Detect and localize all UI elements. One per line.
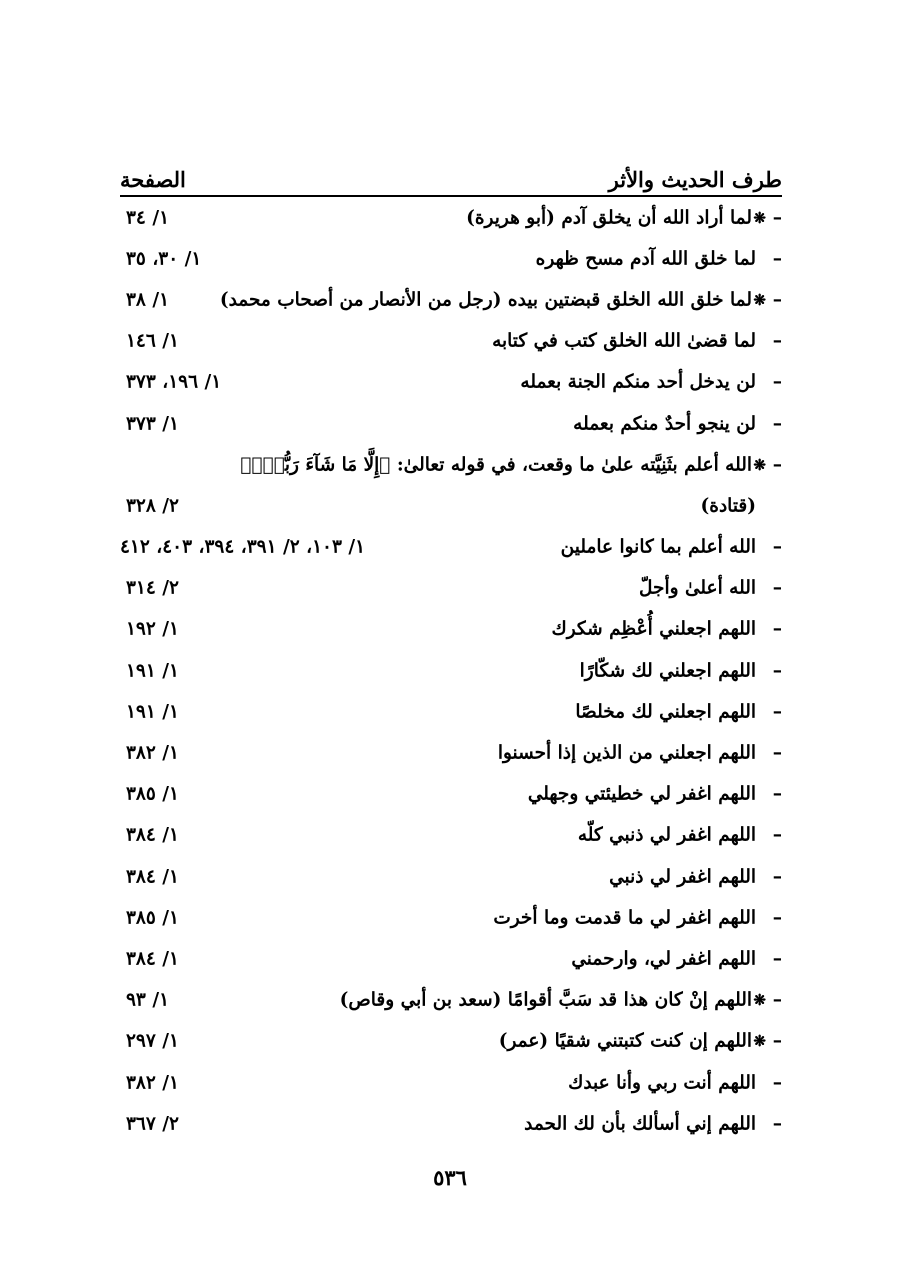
entry-dash: – <box>772 824 782 846</box>
entry-dash: – <box>772 577 782 599</box>
entry-dash: – <box>772 783 782 805</box>
entry-page-ref: ١/ ٢٩٧ <box>126 1030 179 1052</box>
entry-text: اللهم اغفر لي ما قدمت وما أخرت <box>493 907 756 929</box>
entry-dash: – <box>772 330 782 352</box>
entry-page-ref: ١/ ٣٤ <box>126 207 170 229</box>
entry-page-ref: ١/ ٣٨٤ <box>126 948 179 970</box>
index-entry <box>120 1021 782 1062</box>
entry-text: الله أعلىٰ وأجلّ <box>639 577 756 599</box>
entry-page-ref: ١/ ٣٨٥ <box>126 907 179 929</box>
entry-dash: – <box>772 1030 782 1052</box>
entry-dash: – <box>772 866 782 888</box>
index-entry <box>120 609 782 650</box>
athar-star-icon: ❋ <box>753 991 766 1010</box>
entry-dash: – <box>772 289 782 311</box>
entry-dash: – <box>772 207 782 229</box>
index-entry <box>120 1062 782 1103</box>
entry-dash: – <box>772 701 782 723</box>
entry-page-ref: ١/ ١٩١ <box>126 701 179 723</box>
entry-page-ref: ٢/ ٣٦٧ <box>126 1113 179 1135</box>
entry-page-ref: ١/ ٣٠، ٣٥ <box>126 248 202 270</box>
index-entry <box>120 197 782 238</box>
entry-text: اللهم إني أسألك بأن لك الحمد <box>524 1113 756 1135</box>
entry-dash: – <box>772 618 782 640</box>
index-entry <box>120 815 782 856</box>
entry-text: لما قضىٰ الله الخلق كتب في كتابه <box>492 330 756 352</box>
header-title-page: الصفحة <box>120 167 186 192</box>
index-entry <box>120 650 782 691</box>
entry-text: اللهم اجعلني أُعْظِم شكرك <box>551 618 756 640</box>
entry-page-ref: ١/ ١٤٦ <box>126 330 179 352</box>
index-entry <box>120 238 782 279</box>
index-entry <box>120 321 782 362</box>
entry-page-ref: ١/ ٣٨٥ <box>126 783 179 805</box>
athar-star-icon: ❋ <box>753 208 766 227</box>
entry-page-ref: ١/ ٣٨ <box>126 289 170 311</box>
index-entry <box>120 691 782 732</box>
index-entry <box>120 938 782 979</box>
entry-text: اللهم اغفر لي ذنبي <box>609 866 756 888</box>
entry-page-ref: ٢/ ٣١٤ <box>126 577 179 599</box>
entry-dash: – <box>772 907 782 929</box>
entry-page-ref: ١/ ٣٨٢ <box>126 1072 179 1094</box>
entry-text: لما خلق الله الخلق قبضتين بيده (رجل من الأنصار من أصحاب محمد) <box>219 289 752 311</box>
entry-page-ref: ١/ ٣٨٢ <box>126 742 179 764</box>
index-entry <box>120 403 782 444</box>
index-header <box>120 152 782 192</box>
entry-page-ref: ١/ ٣٨٤ <box>126 824 179 846</box>
entry-dash: – <box>772 742 782 764</box>
entry-dash: – <box>772 1072 782 1094</box>
entry-text: لن ينجو أحدٌ منكم بعمله <box>573 413 756 435</box>
entry-dash: – <box>772 948 782 970</box>
entry-text: لما خلق الله آدم مسح ظهره <box>535 248 756 270</box>
entry-dash: – <box>772 989 782 1011</box>
index-entry <box>120 362 782 403</box>
index-entry <box>120 1103 782 1144</box>
index-entry <box>120 279 782 320</box>
entry-page-ref: ١/ ١٩٦، ٣٧٣ <box>126 371 222 393</box>
entry-text: اللهم اجعلني لك شكّارًا <box>579 660 756 682</box>
index-entry <box>120 568 782 609</box>
entry-text: اللهم اجعلني من الذين إذا أحسنوا <box>497 742 756 764</box>
entry-text: لن يدخل أحد منكم الجنة بعمله <box>520 371 756 393</box>
entry-text: اللهم إنْ كان هذا قد سَبَّ أقوامًا (سعد بن أبي وقاص) <box>339 989 752 1011</box>
index-entry <box>120 732 782 773</box>
entry-text: اللهم أنت ربي وأنا عبدك <box>568 1072 756 1094</box>
entry-dash: – <box>772 371 782 393</box>
entry-text: لما أراد الله أن يخلق آدم (أبو هريرة) <box>466 207 752 229</box>
entry-text: الله أعلم بما كانوا عاملين <box>560 536 756 558</box>
entry-page-ref: ١/ ١٩١ <box>126 660 179 682</box>
index-entry <box>120 856 782 897</box>
entry-dash: – <box>772 660 782 682</box>
entry-page-ref: ١/ ١٩٢ <box>126 618 179 640</box>
entry-text: اللهم اغفر لي، وارحمني <box>571 948 756 970</box>
index-entry <box>120 485 782 526</box>
athar-star-icon: ❋ <box>753 1032 766 1051</box>
entry-page-ref: ١/ ١٠٣، ٢/ ٣٩١، ٣٩٤، ٤٠٣، ٤١٢ <box>120 536 366 558</box>
athar-star-icon: ❋ <box>753 455 766 474</box>
entry-text: (قتادة) <box>700 495 756 517</box>
entry-dash: – <box>772 248 782 270</box>
index-entry <box>120 774 782 815</box>
index-page <box>120 152 782 1144</box>
entry-dash: – <box>772 536 782 558</box>
entry-page-ref: ١/ ٣٨٤ <box>126 866 179 888</box>
entry-dash: – <box>772 413 782 435</box>
entry-text: اللهم اجعلني لك مخلصًا <box>575 701 756 723</box>
entry-page-ref: ٢/ ٣٢٨ <box>126 495 179 517</box>
index-entry <box>120 897 782 938</box>
index-entries <box>120 197 782 1144</box>
entry-dash: – <box>772 454 782 476</box>
entry-page-ref: ١/ ٣٧٣ <box>126 413 179 435</box>
entry-text: اللهم اغفر لي ذنبي كلّه <box>577 824 756 846</box>
header-title-hadith: طرف الحديث والأثر <box>608 167 782 192</box>
entry-text: اللهم إن كنت كتبتني شقيًا (عمر) <box>498 1030 752 1052</box>
entry-text: الله أعلم بثَنِيَّته علىٰ ما وقعت، في قوله تعالىٰ: ﴿إِلَّا مَا شَآءَ رَبُّكَۚ﴾ <box>240 454 752 476</box>
entry-dash: – <box>772 1113 782 1135</box>
entry-page-ref: ١/ ٩٣ <box>126 989 170 1011</box>
index-entry <box>120 980 782 1021</box>
athar-star-icon: ❋ <box>753 290 766 309</box>
index-entry <box>120 444 782 485</box>
entry-text: اللهم اغفر لي خطيئتي وجهلي <box>527 783 756 805</box>
index-entry <box>120 527 782 568</box>
page-number: ٥٣٦ <box>433 1165 467 1190</box>
